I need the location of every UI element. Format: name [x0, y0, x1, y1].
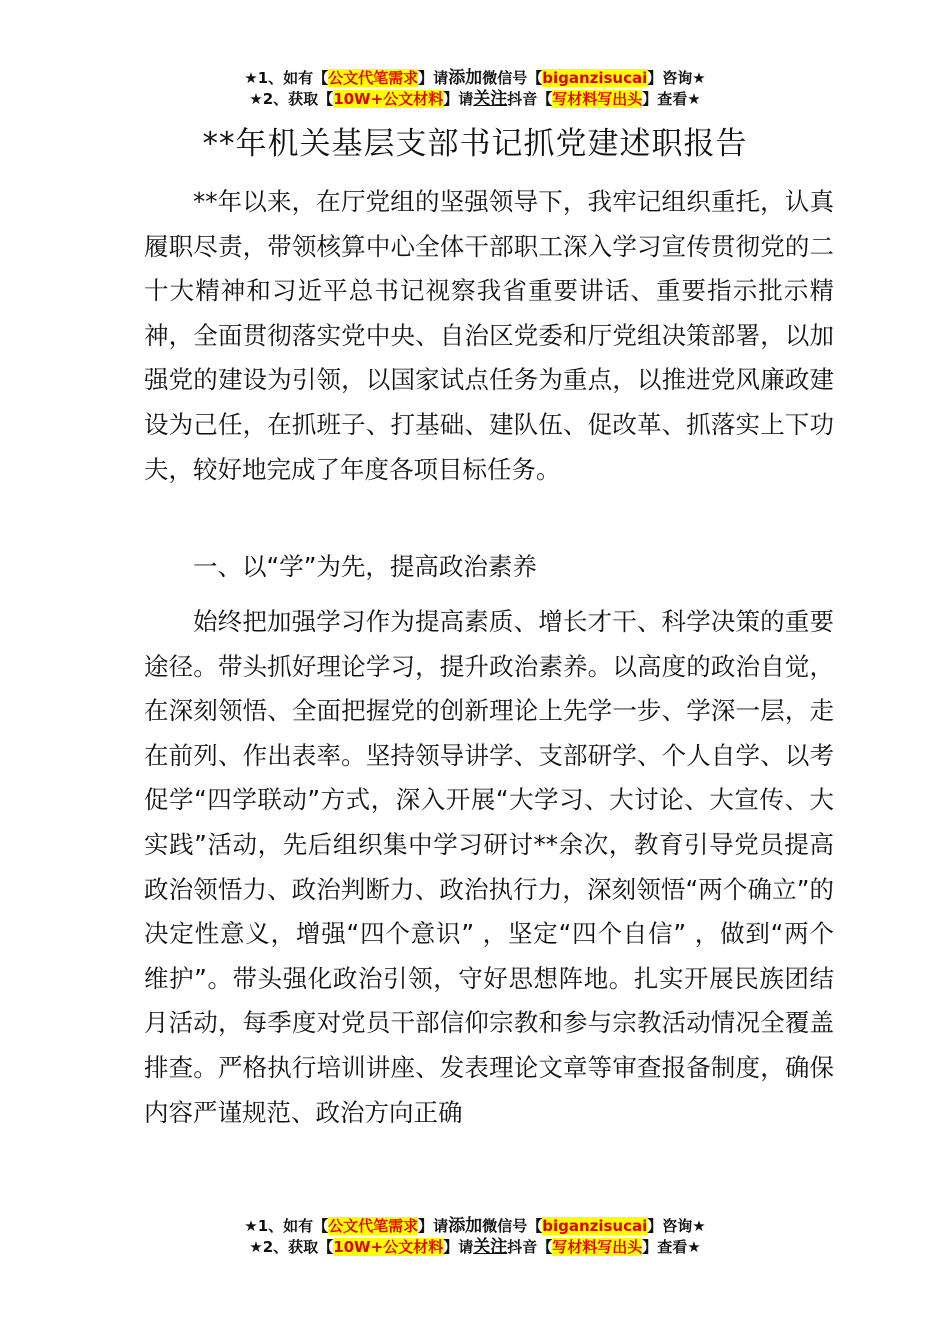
- promo-text: 】请: [418, 69, 449, 87]
- promo-text: 微信号【: [482, 1217, 543, 1235]
- promo-highlight: 10W+公文材料: [333, 90, 444, 108]
- promo-wechat-id: biganzisucai: [542, 1217, 648, 1235]
- intro-paragraph: **年以来，在厅党组的坚强领导下，我牢记组织重托，认真履职尽责，带领核算中心全体干部职工深入学习宣传贯彻党的二十大精神和习近平总书记视察我省重要讲话、重要指示批示精神，全面贯彻落实党中央、自治区党委和厅党组决策部署，以加强党的建设为引领，以国家试点任务为重点，以推进党风廉政建设为己任，在抓班子、打基础、建队伍、促改革、抓落实上下功夫，较好地完成了年度各项目标任务。: [144, 187, 834, 484]
- promo-line-1: [0, 68, 950, 89]
- promo-banner-bottom: [0, 1216, 950, 1258]
- document-title: **年机关基层支部书记抓党建述职报告: [202, 126, 748, 162]
- promo-highlight: 10W+公文材料: [333, 1238, 444, 1256]
- promo-wechat-id: biganzisucai: [542, 69, 648, 87]
- promo-text: 】请: [443, 1238, 474, 1256]
- promo-text: 】咨询★: [647, 69, 706, 87]
- promo-emphasis: 添加: [448, 1216, 483, 1236]
- promo-text: 】请: [418, 1217, 449, 1235]
- promo-highlight: 公文代笔需求: [328, 69, 419, 87]
- promo-line-2: [0, 89, 950, 110]
- promo-emphasis: 关注: [473, 89, 508, 109]
- promo-text: ★1、如有【: [244, 1217, 329, 1235]
- promo-emphasis: 关注: [473, 1237, 508, 1257]
- promo-text: 】请: [443, 90, 474, 108]
- promo-douyin-account: 写材料写出头: [552, 90, 643, 108]
- promo-text: 】查看★: [642, 90, 701, 108]
- promo-text: 】咨询★: [647, 1217, 706, 1235]
- promo-text: 抖音【: [507, 90, 553, 108]
- promo-text: 抖音【: [507, 1238, 553, 1256]
- promo-line-2: [0, 1237, 950, 1258]
- promo-highlight: 公文代笔需求: [328, 1217, 419, 1235]
- promo-banner-top: [0, 68, 950, 110]
- promo-line-1: [0, 1216, 950, 1237]
- section-1-paragraph: 始终把加强学习作为提高素质、增长才干、科学决策的重要途径。带头抓好理论学习，提升政治素养。以高度的政治自觉，在深刻领悟、全面把握党的创新理论上先学一步、学深一层，走在前列、作出表率。坚持领导讲学、支部研学、个人自学、以考促学“四学联动”方式，深入开展“大学习、大讨论、大宣传、大实践”活动，先后组织集中学习研讨**余次，教育引导党员提高政治领悟力、政治判断力、政治执行力，深刻领悟“两个确立”的决定性意义，增强“四个意识” ，坚定“四个自信” ，做到“两个维护”。带头强化政治引领，守好思想阵地。扎实开展民族团结月活动，每季度对党员干部信仰宗教和参与宗教活动情况全覆盖排查。严格执行培训讲座、发表理论文章等审查报备制度，确保内容严谨规范、政治方向正确: [144, 607, 834, 1127]
- promo-text: 微信号【: [482, 69, 543, 87]
- promo-text: ★2、获取【: [249, 1238, 334, 1256]
- section-heading-1: 一、以“学”为先，提高政治素养: [193, 552, 537, 581]
- promo-emphasis: 添加: [448, 68, 483, 88]
- promo-douyin-account: 写材料写出头: [552, 1238, 643, 1256]
- promo-text: 】查看★: [642, 1238, 701, 1256]
- promo-text: ★1、如有【: [244, 69, 329, 87]
- promo-text: ★2、获取【: [249, 90, 334, 108]
